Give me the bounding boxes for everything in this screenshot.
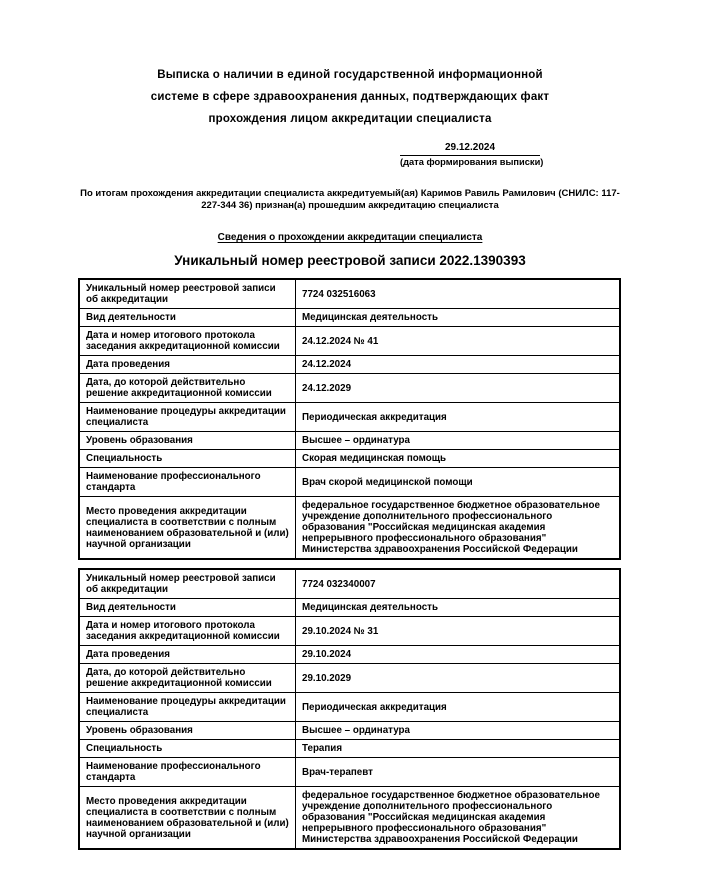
accreditation-table-2	[78, 568, 621, 850]
row-label: Наименование процедуры аккредитации специалиста	[79, 403, 296, 432]
row-value: Медицинская деятельность	[296, 309, 621, 327]
row-label: Специальность	[79, 450, 296, 468]
table-row	[79, 309, 620, 327]
row-label: Наименование профессионального стандарта	[79, 468, 296, 497]
row-value: Врач-терапевт	[296, 758, 621, 787]
title-line-3: прохождения лицом аккредитации специалиста	[208, 113, 492, 125]
row-value: Высшее – ординатура	[296, 432, 621, 450]
table-row	[79, 497, 620, 560]
row-label: Дата проведения	[79, 646, 296, 664]
row-value: 24.12.2024 № 41	[296, 327, 621, 356]
table-row	[79, 356, 620, 374]
row-value: 24.12.2024	[296, 356, 621, 374]
row-value: 29.10.2029	[296, 664, 621, 693]
row-label: Вид деятельности	[79, 599, 296, 617]
table-row	[79, 599, 620, 617]
registry-number-heading: Уникальный номер реестровой записи 2022.1390393	[174, 253, 526, 268]
table-row	[79, 450, 620, 468]
row-value: 29.10.2024	[296, 646, 621, 664]
row-value: Периодическая аккредитация	[296, 403, 621, 432]
row-label: Наименование процедуры аккредитации специалиста	[79, 693, 296, 722]
table-row	[79, 664, 620, 693]
table-row	[79, 693, 620, 722]
row-value: федеральное государственное бюджетное образовательное учреждение дополнительного профессионального образования "Российская медицинская академия непрерывного профессионального образования" Министерства здравоохранения Российской Федерации	[296, 497, 621, 560]
row-label: Вид деятельности	[79, 309, 296, 327]
table-row	[79, 617, 620, 646]
table-row	[79, 432, 620, 450]
title-line-2: системе в сфере здравоохранения данных, подтверждающих факт	[150, 91, 550, 103]
row-label: Дата проведения	[79, 356, 296, 374]
row-value: 7724 032340007	[296, 569, 621, 599]
row-label: Уровень образования	[79, 722, 296, 740]
row-value: Периодическая аккредитация	[296, 693, 621, 722]
table-row	[79, 279, 620, 309]
row-value: 29.10.2024 № 31	[296, 617, 621, 646]
row-label: Дата и номер итогового протокола заседания аккредитационной комиссии	[79, 327, 296, 356]
extract-date-caption: (дата формирования выписки)	[400, 157, 544, 167]
section-heading: Сведения о прохождении аккредитации специалиста	[217, 232, 483, 243]
row-label: Уровень образования	[79, 432, 296, 450]
table-row	[79, 646, 620, 664]
accreditation-table-1	[78, 278, 621, 560]
row-label: Место проведения аккредитации специалиста в соответствии с полным наименованием образовательной и (или) научной организации	[79, 497, 296, 560]
extract-date: 29.12.2024	[400, 141, 540, 156]
row-value: Высшее – ординатура	[296, 722, 621, 740]
table-row	[79, 758, 620, 787]
row-label: Уникальный номер реестровой записи об аккредитации	[79, 279, 296, 309]
row-label: Дата и номер итогового протокола заседания аккредитационной комиссии	[79, 617, 296, 646]
table-row	[79, 374, 620, 403]
row-value: Скорая медицинская помощь	[296, 450, 621, 468]
row-label: Специальность	[79, 740, 296, 758]
row-label: Дата, до которой действительно решение аккредитационной комиссии	[79, 374, 296, 403]
row-label: Наименование профессионального стандарта	[79, 758, 296, 787]
row-label: Дата, до которой действительно решение аккредитационной комиссии	[79, 664, 296, 693]
table-row	[79, 740, 620, 758]
table-row	[79, 569, 620, 599]
intro-paragraph: По итогам прохождения аккредитации специалиста аккредитуемый(ая) Каримов Равиль Рамилович (СНИЛС: 117-227-344 36) признан(а) прошедшим аккредитацию специалиста	[80, 188, 620, 211]
row-value: федеральное государственное бюджетное образовательное учреждение дополнительного профессионального образования "Российская медицинская академия непрерывного профессионального образования" Министерства здравоохранения Российской Федерации	[296, 787, 621, 850]
title-line-1: Выписка о наличии в единой государственной информационной	[157, 69, 543, 81]
row-value: 24.12.2029	[296, 374, 621, 403]
row-label: Уникальный номер реестровой записи об аккредитации	[79, 569, 296, 599]
row-label: Место проведения аккредитации специалиста в соответствии с полным наименованием образовательной и (или) научной организации	[79, 787, 296, 850]
row-value: Врач скорой медицинской помощи	[296, 468, 621, 497]
table-row	[79, 722, 620, 740]
table-row	[79, 787, 620, 850]
document-title	[78, 64, 622, 130]
table-row	[79, 468, 620, 497]
row-value: Терапия	[296, 740, 621, 758]
row-value: 7724 032516063	[296, 279, 621, 309]
table-row	[79, 403, 620, 432]
row-value: Медицинская деятельность	[296, 599, 621, 617]
table-row	[79, 327, 620, 356]
extract-date-block	[400, 141, 544, 168]
